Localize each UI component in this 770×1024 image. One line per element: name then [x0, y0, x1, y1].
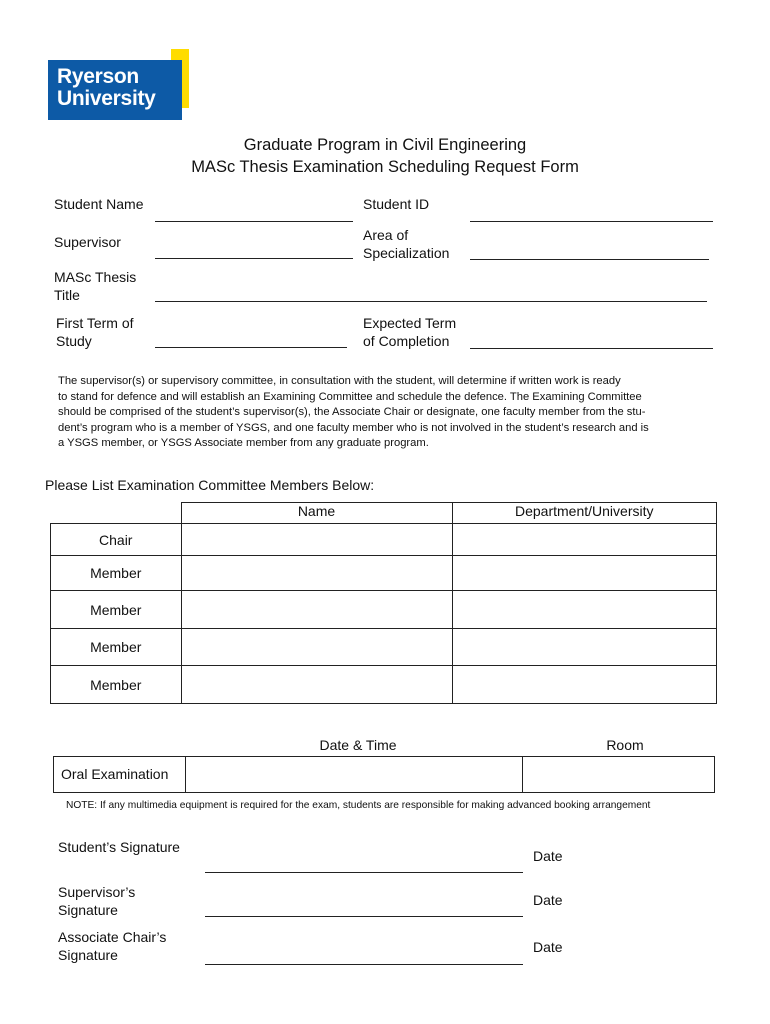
- supervisor-signature-field[interactable]: [205, 916, 523, 917]
- role-label: Member: [51, 666, 182, 704]
- dept-column-header: Department/University: [452, 503, 717, 524]
- thesis-title-field[interactable]: [155, 301, 707, 302]
- area-field[interactable]: [470, 259, 709, 260]
- dept-input-cell[interactable]: [452, 556, 717, 591]
- room-input-cell[interactable]: [524, 758, 713, 791]
- dept-input-cell[interactable]: [452, 524, 717, 556]
- form-title-name: MASc Thesis Examination Scheduling Request Form: [191, 158, 579, 176]
- supervisor-field[interactable]: [155, 258, 353, 259]
- form-title-program: Graduate Program in Civil Engineering: [243, 136, 527, 154]
- datetime-column-header: Date & Time: [319, 737, 397, 753]
- expected-term-label: [363, 314, 456, 350]
- instructions-paragraph: [58, 374, 714, 452]
- assoc-chair-date-label: Date: [533, 939, 563, 955]
- committee-table: [50, 502, 717, 704]
- name-input-cell[interactable]: [181, 629, 452, 666]
- paragraph-line: a YSGS member, or YSGS Associate member from any graduate program.: [58, 437, 429, 450]
- student-date-label: Date: [533, 848, 563, 864]
- oral-exam-label: Oral Examination: [61, 766, 169, 782]
- committee-header-row: [51, 503, 717, 524]
- dept-input-cell[interactable]: [452, 629, 717, 666]
- paragraph-line: dent’s program who is a member of YSGS, and one faculty member who is not involved in the student’s research and is: [58, 421, 649, 434]
- room-column-header: Room: [606, 737, 644, 753]
- column-divider: [522, 756, 523, 793]
- supervisor-signature-label: [58, 883, 135, 919]
- paragraph-line: to stand for defence and will establish an Examining Committee and schedule the defence. The Examining Committee: [58, 390, 642, 403]
- first-term-field[interactable]: [155, 347, 347, 348]
- table-row: [51, 629, 717, 666]
- name-column-header: Name: [181, 503, 452, 524]
- name-input-cell[interactable]: [181, 524, 452, 556]
- supervisor-signature-line2: Signature: [58, 902, 118, 918]
- thesis-title-line2: Title: [54, 287, 80, 303]
- dept-input-cell[interactable]: [452, 591, 717, 629]
- logo-line1: Ryerson: [57, 65, 139, 88]
- thesis-title-line1: MASc Thesis: [54, 269, 137, 285]
- role-label: Chair: [51, 524, 182, 556]
- datetime-input-cell[interactable]: [187, 758, 520, 791]
- paragraph-line: should be comprised of the student’s supervisor(s), the Associate Chair or designate, one faculty member from the stu-: [58, 406, 646, 419]
- role-label: Member: [51, 629, 182, 666]
- table-row: [51, 591, 717, 629]
- first-term-line1: First Term of: [56, 315, 134, 331]
- name-input-cell[interactable]: [181, 666, 452, 704]
- student-id-field[interactable]: [470, 221, 713, 222]
- thesis-title-label: [54, 268, 136, 304]
- dept-input-cell[interactable]: [452, 666, 717, 704]
- expected-term-field[interactable]: [470, 348, 713, 349]
- assoc-chair-signature-label: [58, 928, 166, 964]
- role-label: Member: [51, 591, 182, 629]
- supervisor-signature-line1: Supervisor’s: [58, 884, 136, 900]
- area-label-line1: Area of: [363, 227, 409, 243]
- name-input-cell[interactable]: [181, 591, 452, 629]
- column-divider: [185, 756, 186, 793]
- name-input-cell[interactable]: [181, 556, 452, 591]
- expected-term-line2: of Completion: [363, 333, 450, 349]
- student-name-field[interactable]: [155, 221, 353, 222]
- assoc-chair-signature-line2: Signature: [58, 947, 118, 963]
- expected-term-line1: Expected Term: [363, 315, 457, 331]
- student-signature-field[interactable]: [205, 872, 523, 873]
- table-row: [51, 524, 717, 556]
- empty-corner-cell: [51, 503, 182, 524]
- table-row: [51, 666, 717, 704]
- assoc-chair-signature-line1: Associate Chair’s: [58, 929, 167, 945]
- student-id-label: Student ID: [363, 196, 430, 212]
- supervisor-date-label: Date: [533, 892, 563, 908]
- first-term-label: [56, 314, 134, 350]
- table-row: [51, 556, 717, 591]
- role-label: Member: [51, 556, 182, 591]
- committee-heading: Please List Examination Committee Members Below:: [45, 477, 375, 493]
- area-label-line2: Specialization: [363, 245, 450, 261]
- logo-line2: University: [57, 87, 156, 110]
- first-term-line2: Study: [56, 333, 92, 349]
- supervisor-label: Supervisor: [54, 234, 121, 250]
- paragraph-line: The supervisor(s) or supervisory committee, in consultation with the student, will determine if written work is ready: [58, 375, 621, 387]
- assoc-chair-signature-field[interactable]: [205, 964, 523, 965]
- student-name-label: Student Name: [54, 196, 144, 212]
- multimedia-note: NOTE: If any multimedia equipment is required for the exam, students are responsible for making advanced booking arrangement: [66, 800, 651, 811]
- area-label: [363, 226, 449, 262]
- logo-text: [57, 66, 156, 110]
- student-signature-label: Student’s Signature: [58, 839, 180, 855]
